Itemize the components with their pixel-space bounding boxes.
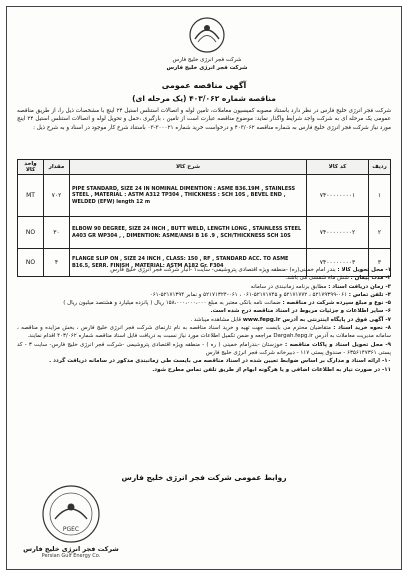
notice-page (6, 6, 402, 570)
header-desc: شرح کالا (70, 160, 307, 175)
cell-unit: NO (18, 217, 44, 249)
header-code: کد کالا (307, 160, 369, 175)
company-logo (157, 15, 257, 77)
cell-row: ۲ (369, 217, 391, 249)
stamp-name-fa: شرکت فجر انرژی خلیج فارس (23, 545, 119, 553)
cell-code: ۷۴۰۰۰۰۰۰۰۰۲ (307, 217, 369, 249)
term-item: ۳- زمان دریافت اسناد : مطابق برنامه زمانبندی در سامانه (250, 283, 391, 290)
cell-desc: ELBOW 90 DEGREE, SIZE 24 INCH , BUTT WELD, LENGTH LONG , STAINLESS STEEL A403 GR WP304 , , DIMENTION: ASME/ANSI B 16 .9 , SCH/THICKNESS SCH 10S (70, 217, 307, 249)
terms-list (17, 266, 391, 374)
term-item: ۵- نوع و مبلغ سپرده شرکت در مناقصه : ضمانت نامه بانکی معتبر به مبلغ ۱۵۸،۰۰۰،۰۰۰،۰۰۰ ریال ( پانزده میلیارد و هشتصد میلیون ریال ) (63, 300, 391, 307)
public-relations-footer: روابط عمومی شرکت فجر انرژی خلیج فارس (121, 473, 287, 482)
term-item: ۷- آگهی فوق در پایگاه اینترنتی به آدرس www.fepg.ir قابل مشاهده میباشد . (190, 316, 391, 323)
stamp-emblem-icon (21, 483, 121, 545)
cell-desc: PIPE STANDARD, SIZE 24 IN NOMINAL DIMENTION : ASME B36.19M , STAINLESS STEEL , MATERIAL : ASTM A312 TP304 , THICKNESS : SCH 10S , BEVEL END , WELDED (EFW) length 12 m (70, 175, 307, 217)
term-item: ۲- مدت پیمان : شش ماه شمسی می باشد. (285, 275, 391, 282)
cell-unit: NO (18, 249, 44, 277)
cell-qty: ۴ (44, 249, 70, 277)
term-item: ۹- محل تحویل اسناد و پاکات مناقصه : خوزستان -بندرامام خمینی ( ره ) - منطقه ویژه اقتصادی پتروشیمی -شرکت فجر انرژی خلیج فارس- سایت ۳ - کد پستی ۶۳۵۶۱۴۷۳۶۱ - صندوق پستی ۱۱۷ - دبیرخانه شرکت فجر انرژی خلیج فارس (17, 341, 391, 356)
table-row (18, 175, 391, 217)
tender-number: مناقصه شماره ۴۰۳/۰۶۲ (یک مرحله ای) (132, 94, 276, 103)
term-item: ۴- تلفن تماس : ۰۶۱-۵۲۱۷۹۳۹۹ ، ۵۲۱۷۱۷۷۲ و ۵۲۱۷۱۷۴۵-۰۶۱ ، ۰۶۱-۵۲۱۷۱۳۲۴ و نمابر ۵۲۱۷۱۳۹۴-۰۶۱ (149, 291, 391, 298)
term-item: ۱۰- ارائه اسناد و مدارک بر اساس ضوابط تعیین شده در اسناد مناقصه می بایست طی زمانبندی مذکور در سامانه دریافت گردد . (49, 358, 391, 365)
items-table (17, 159, 391, 277)
header-row: ردیف (369, 160, 391, 175)
table-row (18, 217, 391, 249)
notice-title: آگهی مناقصه عمومی (161, 81, 247, 90)
logo-emblem-icon (187, 15, 227, 55)
cell-desc: FLANGE SLIP ON , SIZE 24 INCH , CLASS: 150 , RF , STANDARD ACC. TO ASME B16.5, SERR. FINISH , MATERIAL: ASTM A182 Gr. F304 (70, 249, 307, 277)
term-item: ۸- نحوه خرید اسناد : متقاضیان محترم می بایست جهت تهیه و خرید اسناد مناقصه به نام تارنمای شرکت فجر انرژی خلیج فارس ، بخش مزایده و مناقصه ، سامانه مدیریت معاملات به آدرس Dargah.fepg.ir مراجعه و ضمن تکمیل اطلاعات مورد نیاز نسبت به دریافت فایل اسناد مناقصه شماره ۴۰۳/۰۶۲ اقدام نمایند. (17, 325, 392, 340)
intro-paragraph: شرکت فجر انرژی خلیج فارس در نظر دارد باستناد مصوبه کمیسیون معاملات، تامین لوله و اتصالات استنلس استیل ۲۴ اینچ با مشخصات ذیل را، از طریق مناقصه عمومی یک مرحله ای به شرکت واجد شرایط واگذار نماید: موضوع مناقصه عبارت است از تامین ، بارگیری ،حمل و تحویل لوله و اتصالات استنلس استیل ۲۴ اینچ مورد نیاز شرکت فجر انرژی خلیج فارس به شماره مناقصه ۴۰۳/۰۶۲ و درخواست خرید شماره ۳۰۰۰۲۱-۰۳ باستناد شرح کار موجود در اسناد و به شرح ذیل : (17, 108, 392, 131)
cell-row: ۳ (369, 249, 391, 277)
term-item: ۱۱- در صورت نیاز به اطلاعات اضافی و یا هرگونه ابهام از طریق تلفن تماس مطرح شود. (152, 366, 391, 373)
stamp-name-en: Persian Gulf Energy Co. (41, 553, 101, 559)
table-header-row (18, 160, 391, 175)
header-qty: مقدار (44, 160, 70, 175)
term-item: ۶- سایر اطلاعات و جزئیات مربوط در اسناد مناقصه درج شده است. (210, 308, 391, 315)
term-item: ۱- محل تحویل کالا : بندر امام خمینی(ره) -منطقه ویژه اقتصادی پتروشیمی- سایت۱ -انبار شرکت فجر انرژی خلیج فارس (110, 267, 391, 273)
cell-code: ۷۴۰۰۰۰۰۰۰۰۳ (307, 249, 369, 277)
header-unit: واحد کالا (18, 160, 44, 175)
logo-text-fa: شرکت فجر انرژی خلیج فارس (172, 57, 242, 63)
cell-row: ۱ (369, 175, 391, 217)
cell-unit: MT (18, 175, 44, 217)
company-stamp (21, 483, 121, 561)
svg-text:PGEC: PGEC (62, 526, 80, 533)
cell-code: ۷۴۰۰۰۰۰۰۰۰۱ (307, 175, 369, 217)
cell-qty: ۳۰ (44, 217, 70, 249)
logo-text-sub: شرکت فجر انرژی خلیج فارس (166, 65, 248, 71)
cell-qty: ۷۰۲ (44, 175, 70, 217)
